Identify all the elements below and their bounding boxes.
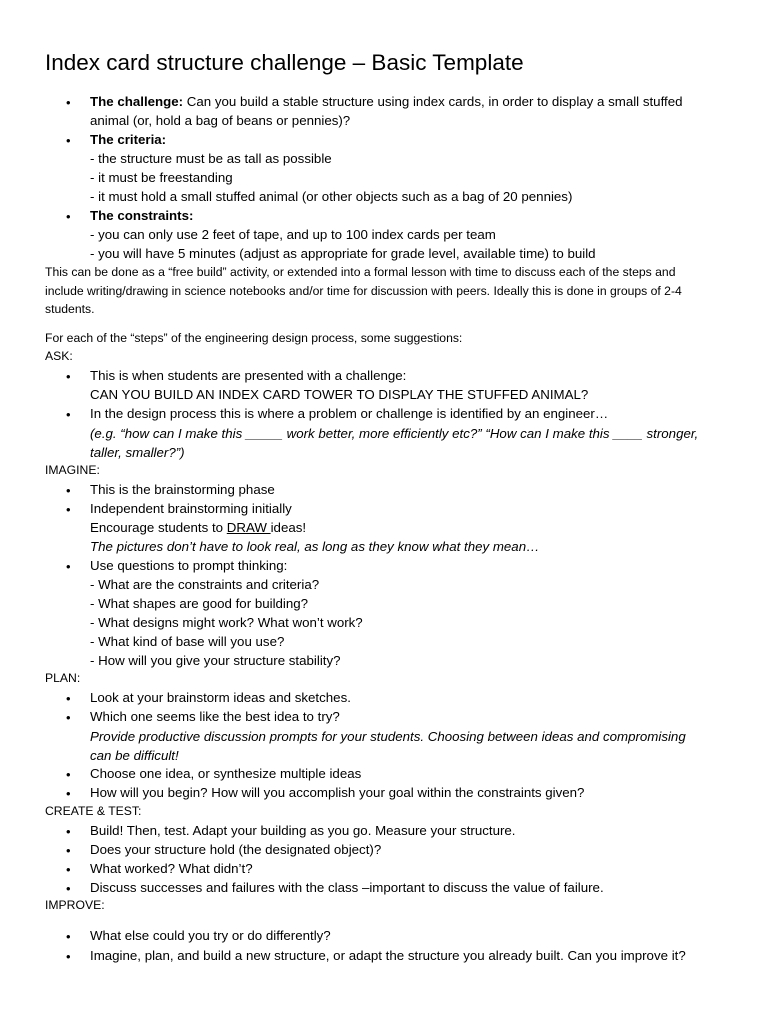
improve-bullet: Imagine, plan, and build a new structure, or adapt the structure you already built. Can you improve it? xyxy=(90,948,686,963)
create-bullet: Does your structure hold (the designated object)? xyxy=(90,842,382,857)
note-line: students. xyxy=(45,302,95,316)
bullet-icon: • xyxy=(66,133,71,148)
ask-heading: ASK: xyxy=(45,349,73,363)
plan-bullet: How will you begin? How will you accomplish your goal within the constraints given? xyxy=(90,785,585,800)
bullet-icon: • xyxy=(66,881,71,896)
page-title: Index card structure challenge – Basic Template xyxy=(45,50,524,75)
improve-heading: IMPROVE: xyxy=(45,898,105,912)
plan-heading: PLAN: xyxy=(45,671,81,685)
bullet-icon: • xyxy=(66,843,71,858)
bullet-icon: • xyxy=(66,691,71,706)
criteria-item: - it must hold a small stuffed animal (or other objects such as a bag of 20 pennies) xyxy=(90,189,573,204)
plan-bullet: Look at your brainstorm ideas and sketches. xyxy=(90,690,351,705)
ask-example: (e.g. “how can I make this _____ work better, more efficiently etc?” “How can I make this ____ stronger, xyxy=(90,426,699,441)
bullet-icon: • xyxy=(66,483,71,498)
bullet-icon: • xyxy=(66,786,71,801)
constraints-item: - you will have 5 minutes (adjust as appropriate for grade level, available time) to build xyxy=(90,246,596,261)
challenge-text-cont: animal (or, hold a bag of beans or pennies)? xyxy=(90,113,351,128)
create-heading: CREATE & TEST: xyxy=(45,804,142,818)
imagine-bullet: This is the brainstorming phase xyxy=(90,482,275,497)
bullet-icon: • xyxy=(66,95,71,110)
ask-bullet-cont: CAN YOU BUILD AN INDEX CARD TOWER TO DISPLAY THE STUFFED ANIMAL? xyxy=(90,387,589,402)
imagine-question: - What are the constraints and criteria? xyxy=(90,577,320,592)
bullet-icon: • xyxy=(66,862,71,877)
bullet-icon: • xyxy=(66,767,71,782)
imagine-question: - What kind of base will you use? xyxy=(90,634,285,649)
bullet-icon: • xyxy=(66,559,71,574)
plan-note: Provide productive discussion prompts for your students. Choosing between ideas and compromising xyxy=(90,729,686,744)
ask-bullet: In the design process this is where a problem or challenge is identified by an engineer… xyxy=(90,406,609,421)
bullet-icon: • xyxy=(66,949,71,964)
imagine-bullet: Independent brainstorming initially xyxy=(90,501,292,516)
bullet-icon: • xyxy=(66,407,71,422)
imagine-text: Encourage students to xyxy=(90,520,227,535)
bullet-icon: • xyxy=(66,369,71,384)
imagine-note: The pictures don’t have to look real, as long as they know what they mean… xyxy=(90,539,540,554)
plan-bullet: Which one seems like the best idea to try? xyxy=(90,709,340,724)
bullet-icon: • xyxy=(66,824,71,839)
criteria-item: - the structure must be as tall as possible xyxy=(90,151,332,166)
imagine-question: - What designs might work? What won’t work? xyxy=(90,615,363,630)
imagine-text: ideas! xyxy=(270,520,307,535)
ask-example: taller, smaller?”) xyxy=(90,445,185,460)
challenge-text: Can you build a stable structure using index cards, in order to display a small stuffed xyxy=(183,94,683,109)
criteria-label: The criteria: xyxy=(90,132,167,147)
note-line: This can be done as a “free build” activity, or extended into a formal lesson with time to discuss each of the steps and xyxy=(45,265,676,279)
plan-note: can be difficult! xyxy=(90,748,179,763)
imagine-heading: IMAGINE: xyxy=(45,463,100,477)
bullet-icon: • xyxy=(66,209,71,224)
create-bullet: Build! Then, test. Adapt your building as you go. Measure your structure. xyxy=(90,823,516,838)
imagine-question: - What shapes are good for building? xyxy=(90,596,309,611)
constraints-item: - you can only use 2 feet of tape, and up to 100 index cards per team xyxy=(90,227,496,242)
bullet-icon: • xyxy=(66,710,71,725)
imagine-bullet-cont xyxy=(90,518,306,537)
bullet-icon: • xyxy=(66,502,71,517)
bullet-icon: • xyxy=(66,929,71,944)
challenge-line xyxy=(90,92,683,111)
imagine-bullet: Use questions to prompt thinking: xyxy=(90,558,288,573)
constraints-label: The constraints: xyxy=(90,208,194,223)
challenge-label: The challenge: xyxy=(90,94,184,109)
note-line: include writing/drawing in science notebooks and/or time for discussion with peers. Ideally this is done in groups of 2-4 xyxy=(45,284,682,298)
imagine-question: - How will you give your structure stability? xyxy=(90,653,341,668)
steps-intro: For each of the “steps” of the engineering design process, some suggestions: xyxy=(45,331,463,345)
create-bullet: Discuss successes and failures with the class –important to discuss the value of failure. xyxy=(90,880,604,895)
improve-bullet: What else could you try or do differently? xyxy=(90,928,331,943)
plan-bullet: Choose one idea, or synthesize multiple ideas xyxy=(90,766,362,781)
criteria-item: - it must be freestanding xyxy=(90,170,233,185)
create-bullet: What worked? What didn’t? xyxy=(90,861,253,876)
ask-bullet: This is when students are presented with a challenge: xyxy=(90,368,407,383)
draw-underlined: DRAW xyxy=(226,520,271,535)
